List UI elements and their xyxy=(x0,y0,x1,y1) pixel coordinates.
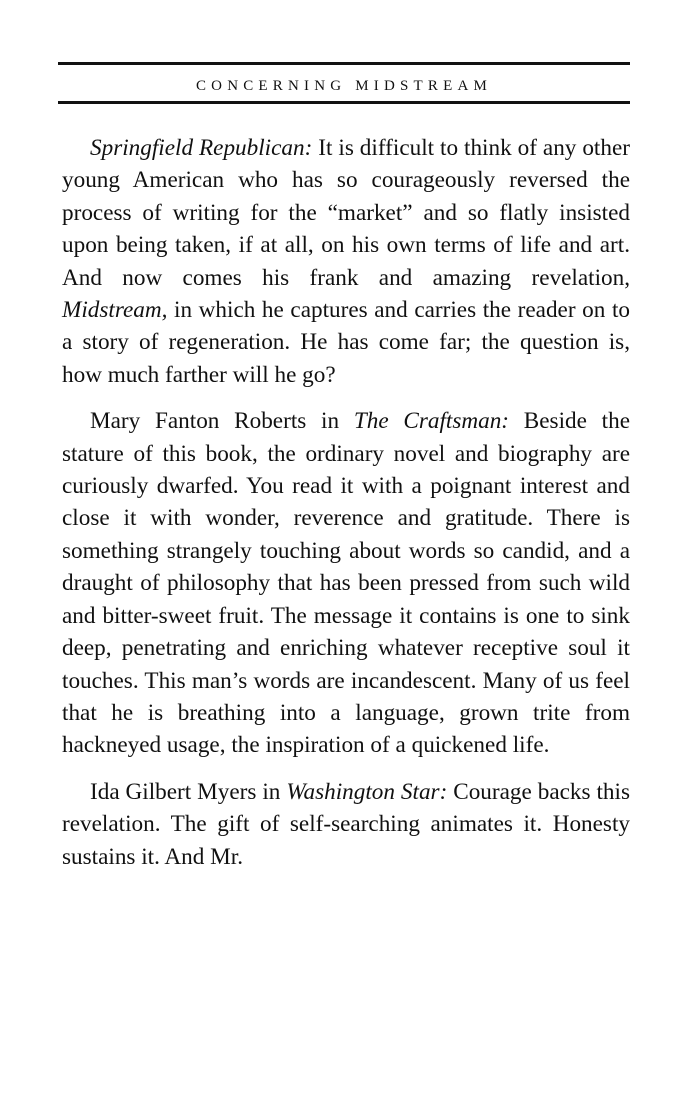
review-source-title: Washington Star: xyxy=(286,778,448,805)
review-text: It is difficult to think of any other young American who has so courageously reversed the process of writing for the “market” and so flatly insisted upon being taken, if at all, on his own terms of life and art. And now comes his frank and amazing revelation, xyxy=(62,135,630,291)
review-paragraph-washington-star xyxy=(62,776,630,873)
running-head: CONCERNING MIDSTREAM xyxy=(195,78,493,94)
header-rule-top xyxy=(58,62,630,65)
review-paragraph-springfield xyxy=(62,132,630,391)
review-text: Courage backs this revelation. The gift of self-searching animates it. Honesty sustains it. And Mr. xyxy=(62,778,630,870)
review-text: Beside the stature of this book, the ordinary novel and biography are curiously dwarfed. You read it with a poignant interest and close it with wonder, reverence and gratitude. There is something strangely touching about words so candid, and a draught of philosophy that has been pressed from such wild and bitter-sweet fruit. The message it contains is one to sink deep, penetrating and enriching whatever receptive soul it touches. This man’s words are incandescent. Many of us feel that he is breathing into a language, grown trite from hackneyed usage, the inspiration of a quickened life. xyxy=(62,408,630,759)
review-source-title: Springfield Republican: xyxy=(90,135,313,161)
review-source-prefix: Ida Gilbert Myers in xyxy=(90,778,287,805)
book-title-midstream: Midstream, xyxy=(62,297,168,324)
review-source-prefix: Mary Fanton Roberts in xyxy=(90,408,354,435)
review-paragraph-craftsman xyxy=(62,405,630,761)
review-text: in which he captures and carries the reader on to a story of regeneration. He has come far; the question is, how much farther will he go? xyxy=(62,297,630,388)
header-rule-bottom xyxy=(58,101,630,104)
review-source-title: The Craftsman: xyxy=(353,408,510,435)
page-body xyxy=(62,132,630,873)
